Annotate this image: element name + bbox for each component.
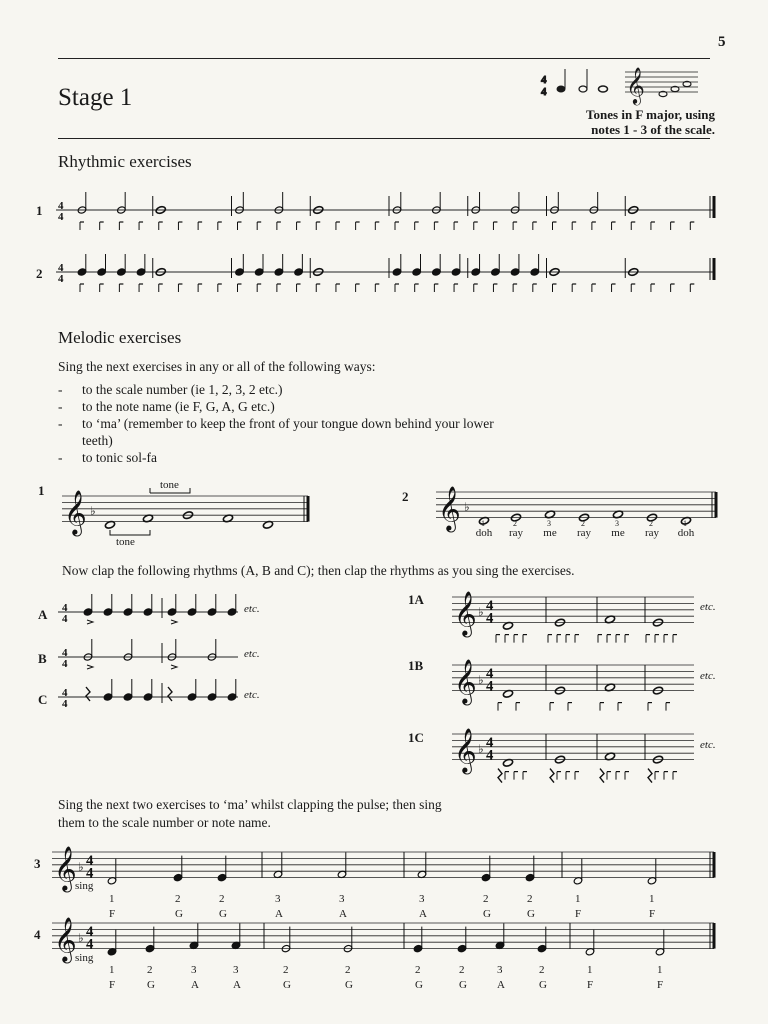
scale-number: 3	[233, 964, 239, 976]
time-signature: 4	[86, 852, 94, 869]
final-ex4-number: 4	[34, 927, 41, 942]
note-name: A	[497, 979, 505, 991]
note-name: A	[339, 908, 347, 920]
time-signature: 4	[58, 211, 64, 223]
note-name: G	[147, 979, 155, 991]
flat-sign: ♭	[478, 605, 484, 620]
time-signature: 4	[58, 273, 64, 285]
header-note-line2: notes 1 - 3 of the scale.	[591, 122, 715, 137]
treble-clef: 𝄞	[454, 591, 477, 637]
scale-number: 3	[191, 964, 197, 976]
flat-sign: ♭	[78, 931, 84, 946]
scale-number: 2	[147, 964, 153, 976]
clap-instruction: Now clap the following rhythms (A, B and C); then clap the rhythms as you sing the exercises.	[62, 563, 575, 578]
solfa-syllable: doh	[677, 527, 695, 539]
solfa-syllable: ray	[508, 527, 524, 539]
final-instruction-line1: Sing the next two exercises to ‘ma’ whilst clapping the pulse; then sing	[58, 797, 442, 812]
list-item: - to tonic sol-fa	[58, 450, 157, 465]
rhythm-label-b: B	[38, 651, 47, 666]
time-signature: 4	[58, 200, 64, 212]
exercise-label-1a: 1A	[408, 592, 424, 607]
note-name: G	[283, 979, 291, 991]
scale-number: 1	[649, 893, 655, 905]
scale-number: 2	[219, 893, 225, 905]
rhythmic-ex2-number: 2	[36, 266, 43, 281]
scale-number: 2	[415, 964, 421, 976]
time-signature: 4	[486, 734, 494, 751]
flat-sign: ♭	[478, 673, 484, 688]
treble-clef: 𝄞	[64, 490, 87, 536]
scale-number: 2	[483, 893, 489, 905]
scale-number: 2	[649, 519, 653, 528]
note-name: G	[219, 908, 227, 920]
note-name: F	[109, 979, 116, 991]
list-item: - to the scale number (ie 1, 2, 3, 2 etc.)	[58, 382, 283, 397]
accent-mark	[171, 620, 177, 624]
note-name: F	[649, 908, 656, 920]
flat-sign: ♭	[78, 860, 84, 875]
sing-label: sing	[75, 952, 94, 964]
note-name: A	[233, 979, 241, 991]
scale-number: 3	[419, 893, 425, 905]
note-name: G	[175, 908, 183, 920]
solfa-syllable: me	[543, 527, 557, 539]
final-instruction-line2: them to the scale number or note name.	[58, 815, 271, 830]
scale-number: 2	[513, 519, 517, 528]
note-name: F	[109, 908, 116, 920]
scale-number: 1	[109, 893, 115, 905]
melodic-ex2-number: 2	[402, 489, 409, 504]
note-name: A	[191, 979, 199, 991]
accent-mark	[171, 665, 177, 669]
flat-sign: ♭	[464, 500, 470, 515]
time-signature: 4	[62, 698, 68, 710]
scale-number: 1	[481, 519, 485, 528]
scale-number: 1	[587, 964, 593, 976]
treble-clef: 𝄞	[54, 917, 77, 963]
treble-clef: 𝄞	[454, 728, 477, 774]
scale-number: 2	[459, 964, 465, 976]
treble-clef: 𝄞	[54, 846, 77, 892]
etc-label: etc.	[700, 601, 716, 613]
scale-number: 1	[109, 964, 115, 976]
svg-text:𝄞: 𝄞	[626, 66, 645, 104]
note-name: F	[657, 979, 664, 991]
rhythm-label-c: C	[38, 692, 48, 707]
note-name: A	[419, 908, 427, 920]
scale-number: 3	[275, 893, 281, 905]
treble-clef: 𝄞	[454, 659, 477, 705]
tone-label-top: tone	[160, 479, 179, 491]
rhythmic-ex1-number: 1	[36, 203, 43, 218]
melodic-ex1-number: 1	[38, 483, 45, 498]
final-ex3-number: 3	[34, 856, 41, 871]
scale-number: 3	[497, 964, 503, 976]
quarter-rest	[550, 769, 554, 783]
melodic-intro: Sing the next exercises in any or all of the following ways:	[58, 359, 376, 374]
scale-number: 3	[547, 519, 551, 528]
time-signature: 4	[486, 597, 494, 614]
rhythmic-heading: Rhythmic exercises	[58, 152, 192, 171]
note-name: G	[459, 979, 467, 991]
time-signature: 4	[486, 665, 494, 682]
tone-bracket	[150, 488, 190, 493]
sing-label: sing	[75, 880, 94, 892]
flat-sign: ♭	[90, 504, 96, 519]
note-name: G	[415, 979, 423, 991]
tone-label-bottom: tone	[116, 536, 135, 548]
scale-number: 2	[283, 964, 289, 976]
note-name: F	[575, 908, 582, 920]
time-signature: 4	[62, 647, 68, 659]
etc-label: etc.	[244, 689, 260, 701]
scale-number: 1	[683, 519, 687, 528]
quarter-rest	[648, 769, 652, 783]
exercise-label-1b: 1B	[408, 658, 424, 673]
note-name: G	[483, 908, 491, 920]
note-name: G	[539, 979, 547, 991]
solfa-syllable: ray	[576, 527, 592, 539]
time-signature: 4	[58, 262, 64, 274]
melodic-heading: Melodic exercises	[58, 328, 182, 347]
svg-text:4: 4	[541, 86, 547, 98]
rhythm-label-a: A	[38, 607, 48, 622]
page-number: 5	[718, 34, 726, 50]
accent-mark	[87, 620, 93, 624]
quarter-rest	[86, 687, 90, 701]
note-name: G	[527, 908, 535, 920]
scale-number: 2	[175, 893, 181, 905]
treble-clef: 𝄞	[438, 486, 461, 532]
etc-label: etc.	[700, 739, 716, 751]
scale-number: 3	[615, 519, 619, 528]
scale-number: 3	[339, 893, 345, 905]
etc-label: etc.	[700, 670, 716, 682]
note-name: G	[345, 979, 353, 991]
quarter-rest	[168, 687, 172, 701]
quarter-rest	[600, 769, 604, 783]
scale-number: 2	[581, 519, 585, 528]
svg-text:4: 4	[541, 74, 547, 86]
solfa-syllable: doh	[475, 527, 493, 539]
time-signature: 4	[86, 923, 94, 940]
time-signature: 4	[486, 747, 494, 764]
time-signature: 4	[62, 602, 68, 614]
time-signature: 4	[86, 865, 94, 882]
etc-label: etc.	[244, 648, 260, 660]
solfa-syllable: me	[611, 527, 625, 539]
flat-sign: ♭	[478, 742, 484, 757]
note-name: A	[275, 908, 283, 920]
accent-mark	[87, 665, 93, 669]
header-note-line1: Tones in F major, using	[586, 107, 715, 122]
stage-title: Stage 1	[58, 84, 133, 111]
quarter-rest	[498, 769, 502, 783]
scale-number: 2	[539, 964, 545, 976]
solfa-syllable: ray	[644, 527, 660, 539]
time-signature: 4	[86, 936, 94, 953]
scale-number: 1	[575, 893, 581, 905]
scale-number: 1	[657, 964, 663, 976]
tone-bracket	[110, 530, 150, 535]
time-signature: 4	[62, 613, 68, 625]
scale-number: 2	[345, 964, 351, 976]
exercise-label-1c: 1C	[408, 730, 424, 745]
scale-number: 2	[527, 893, 533, 905]
time-signature: 4	[62, 687, 68, 699]
etc-label: etc.	[244, 603, 260, 615]
time-signature: 4	[486, 678, 494, 695]
time-signature: 4	[62, 658, 68, 670]
list-item: - to ‘ma’ (remember to keep the front of your tongue down behind your lower teeth)	[58, 416, 494, 448]
note-name: F	[587, 979, 594, 991]
time-signature: 4	[486, 610, 494, 627]
list-item: - to the note name (ie F, G, A, G etc.)	[58, 399, 275, 414]
